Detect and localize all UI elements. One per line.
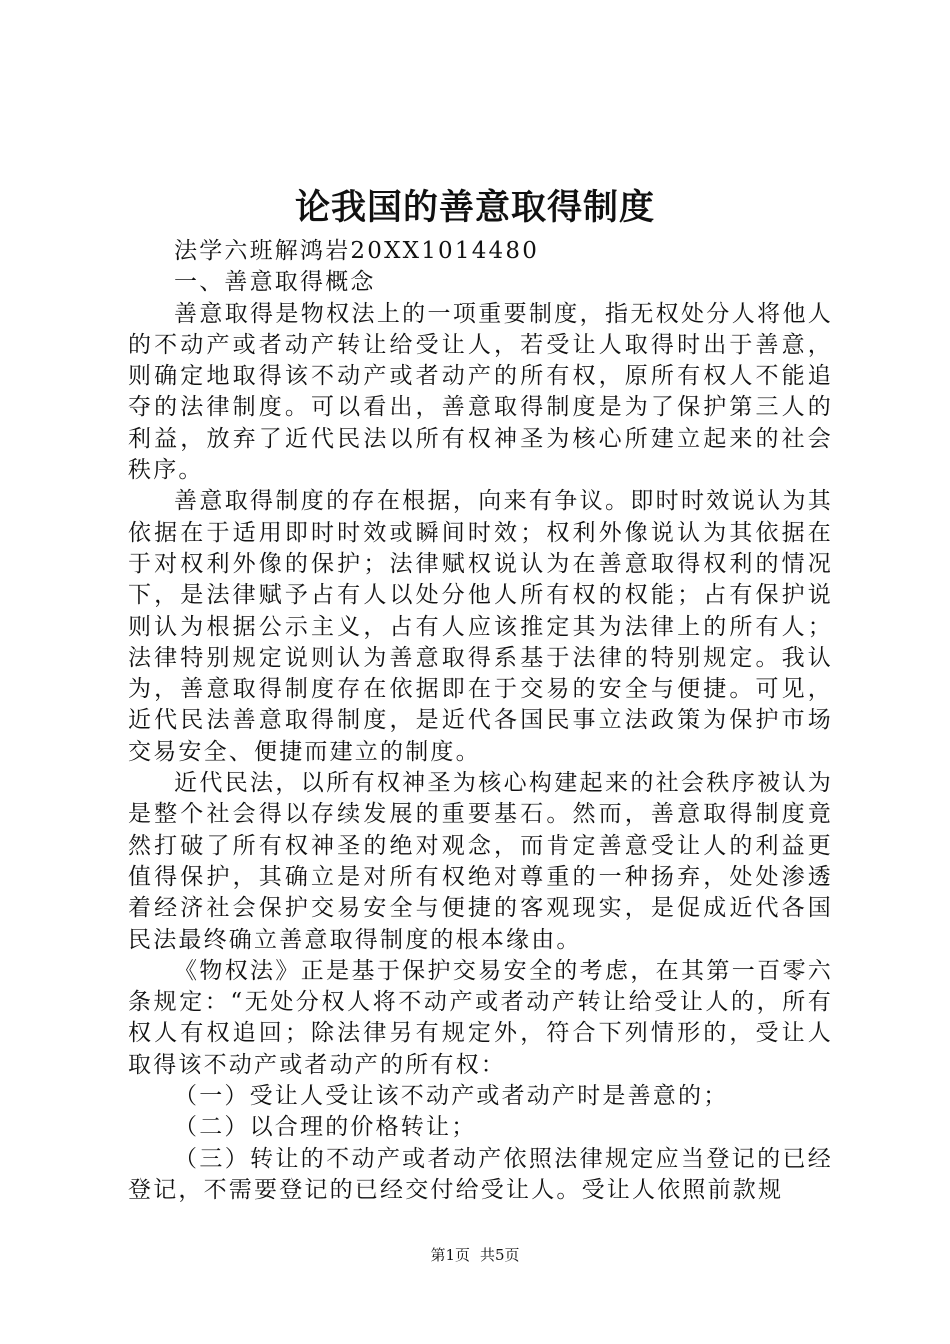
page-number: 第1页 <box>430 1246 470 1264</box>
paragraph: 善意取得是物权法上的一项重要制度，指无权处分人将他人的不动产或者动产转让给受让人，若受让人取得时出于善意，则确定地取得该不动产或者动产的所有权，原所有权人不能追夺的法律制度。可以看出，善意取得制度是为了保护第三人的利益，放弃了近代民法以所有权神圣为核心所建立起来的社会秩序。 <box>128 300 833 484</box>
section-heading: 一、善意取得概念 <box>174 269 376 296</box>
author-line: 法学六班解鸿岩20XX1014480 <box>174 238 540 264</box>
list-item: （二）以合理的价格转让； <box>174 1114 477 1141</box>
paragraph: 善意取得制度的存在根据，向来有争议。即时时效说认为其依据在于适用即时时效或瞬间时效；权利外像说认为其依据在于对权利外像的保护；法律赋权说认为在善意取得权利的情况下，是法律赋予占有人以处分他人所有权的权能；占有保护说则认为根据公示主义，占有人应该推定其为法律上的所有人；法律特别规定说则认为善意取得系基于法律的特别规定。我认为，善意取得制度存在依据即在于交易的安全与便捷。可见，近代民法善意取得制度，是近代各国民事立法政策为保护市场交易安全、便捷而建立的制度。 <box>128 488 833 765</box>
list-item: （三）转让的不动产或者动产依照法律规定应当登记的已经登记，不需要登记的已经交付给受让人。受让人依照前款规 <box>128 1145 833 1203</box>
paragraph: 《物权法》正是基于保护交易安全的考虑，在其第一百零六条规定：“无处分权人将不动产或者动产转让给受让人的，所有权人有权追回；除法律另有规定外，符合下列情形的，受让人取得该不动产或者动产的所有权： <box>128 957 833 1078</box>
list-item: （一）受让人受让该不动产或者动产时是善意的； <box>174 1083 729 1110</box>
page-total: 共5页 <box>480 1246 520 1264</box>
document-body <box>128 236 833 1206</box>
paragraph: 近代民法，以所有权神圣为核心构建起来的社会秩序被认为是整个社会得以存续发展的重要基石。然而，善意取得制度竟然打破了所有权神圣的绝对观念，而肯定善意受让人的利益更值得保护，其确立是对所有权绝对尊重的一种扬弃，处处渗透着经济社会保护交易安全与便捷的客观现实，是促成近代各国民法最终确立善意取得制度的根本缘由。 <box>128 770 833 953</box>
page-footer <box>0 1245 950 1265</box>
document-title: 论我国的善意取得制度 <box>294 187 655 228</box>
